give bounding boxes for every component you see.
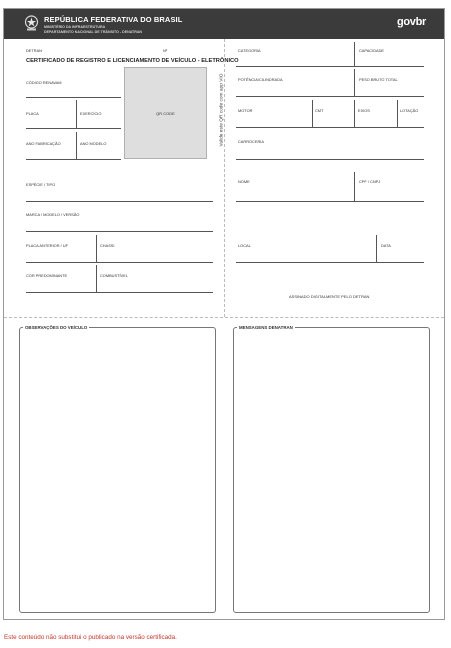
field-line xyxy=(26,128,121,129)
horizontal-dashed-divider xyxy=(4,317,444,318)
field-divider xyxy=(354,69,355,96)
combustivel-label: COMBUSTÍVEL xyxy=(100,273,128,278)
field-divider xyxy=(354,100,355,127)
cor-label: COR PREDOMINANTE xyxy=(26,273,68,278)
cmt-label: CMT xyxy=(315,108,324,113)
department-name: DEPARTAMENTO NACIONAL DE TRÂNSITO - DENATRAN xyxy=(44,29,143,34)
especie-label: ESPÉCIE / TIPO xyxy=(26,182,56,187)
field-divider xyxy=(354,42,355,66)
mensagens-title: MENSAGENS DENATRAN xyxy=(239,325,293,330)
field-line xyxy=(26,159,121,160)
field-line xyxy=(26,231,213,232)
govbr-logo: govbr xyxy=(396,16,426,28)
field-line xyxy=(26,201,213,202)
field-line xyxy=(236,96,424,97)
field-line xyxy=(26,262,213,263)
field-divider xyxy=(96,235,97,262)
center-dashed-divider xyxy=(224,39,225,317)
document-title: CERTIFICADO DE REGISTRO E LICENCIAMENTO DE VEÍCULO - ELETRÔNICO xyxy=(26,58,239,64)
header-banner xyxy=(4,9,444,39)
placa-label: PLACA xyxy=(26,111,39,116)
observacoes-title: OBSERVAÇÕES DO VEÍCULO xyxy=(25,325,88,330)
placa-anterior-label: PLACA ANTERIOR / UF xyxy=(26,243,68,248)
mensagens-box xyxy=(233,327,430,613)
disclaimer-footer: Este conteúdo não substitui o publicado na versão certificada. xyxy=(4,634,177,641)
field-line xyxy=(236,201,424,202)
field-divider xyxy=(96,265,97,292)
local-label: LOCAL xyxy=(238,243,251,248)
lotacao-label: LOTAÇÃO xyxy=(400,108,419,113)
republic-title: REPÚBLICA FEDERATIVA DO BRASIL xyxy=(44,15,183,24)
field-divider xyxy=(76,100,77,128)
peso-label: PESO BRUTO TOTAL xyxy=(359,77,398,82)
field-line xyxy=(236,262,424,263)
field-line xyxy=(236,159,424,160)
data-label: DATA xyxy=(381,243,391,248)
detran-label: DETRAN xyxy=(26,48,42,53)
marca-label: MARCA / MODELO / VERSÃO xyxy=(26,212,80,217)
qr-validation-note: Valide este QR code com app VIO xyxy=(219,73,225,147)
ministry-name: MINISTÉRIO DA INFRAESTRUTURA xyxy=(44,24,106,29)
carroceria-label: CARROCERIA xyxy=(238,139,264,144)
potencia-label: POTÊNCIA/CILINDRADA xyxy=(238,77,283,82)
numero-label: Nº xyxy=(163,48,168,53)
field-line xyxy=(26,292,213,293)
field-divider xyxy=(354,172,355,201)
cpf-cnpj-label: CPF / CNPJ xyxy=(359,179,381,184)
ano-modelo-label: ANO MODELO xyxy=(80,141,107,146)
renavam-label: CÓDIGO RENAVAM xyxy=(26,80,62,85)
observacoes-box xyxy=(19,327,216,613)
eixos-label: EIXOS xyxy=(358,108,370,113)
field-divider xyxy=(376,235,377,262)
brazil-coat-of-arms-icon xyxy=(24,15,39,32)
exercicio-label: EXERCÍCIO xyxy=(80,111,102,116)
field-divider xyxy=(76,132,77,159)
qr-code xyxy=(124,67,207,159)
crlv-document xyxy=(3,8,445,620)
chassi-label: CHASSI xyxy=(100,243,115,248)
categoria-label: CATEGORIA xyxy=(238,48,261,53)
nome-label: NOME xyxy=(238,179,250,184)
capacidade-label: CAPACIDADE xyxy=(359,48,385,53)
motor-label: MOTOR xyxy=(238,108,253,113)
field-line xyxy=(26,97,121,98)
field-line xyxy=(236,66,424,67)
digital-signature-note: ASSINADO DIGITALMENTE PELO DETRAN xyxy=(289,294,370,299)
qr-code-label: QR CODE xyxy=(156,111,175,116)
field-divider xyxy=(397,100,398,127)
field-divider xyxy=(312,100,313,127)
field-line xyxy=(236,127,424,128)
ano-fabricacao-label: ANO FABRICAÇÃO xyxy=(26,141,61,146)
